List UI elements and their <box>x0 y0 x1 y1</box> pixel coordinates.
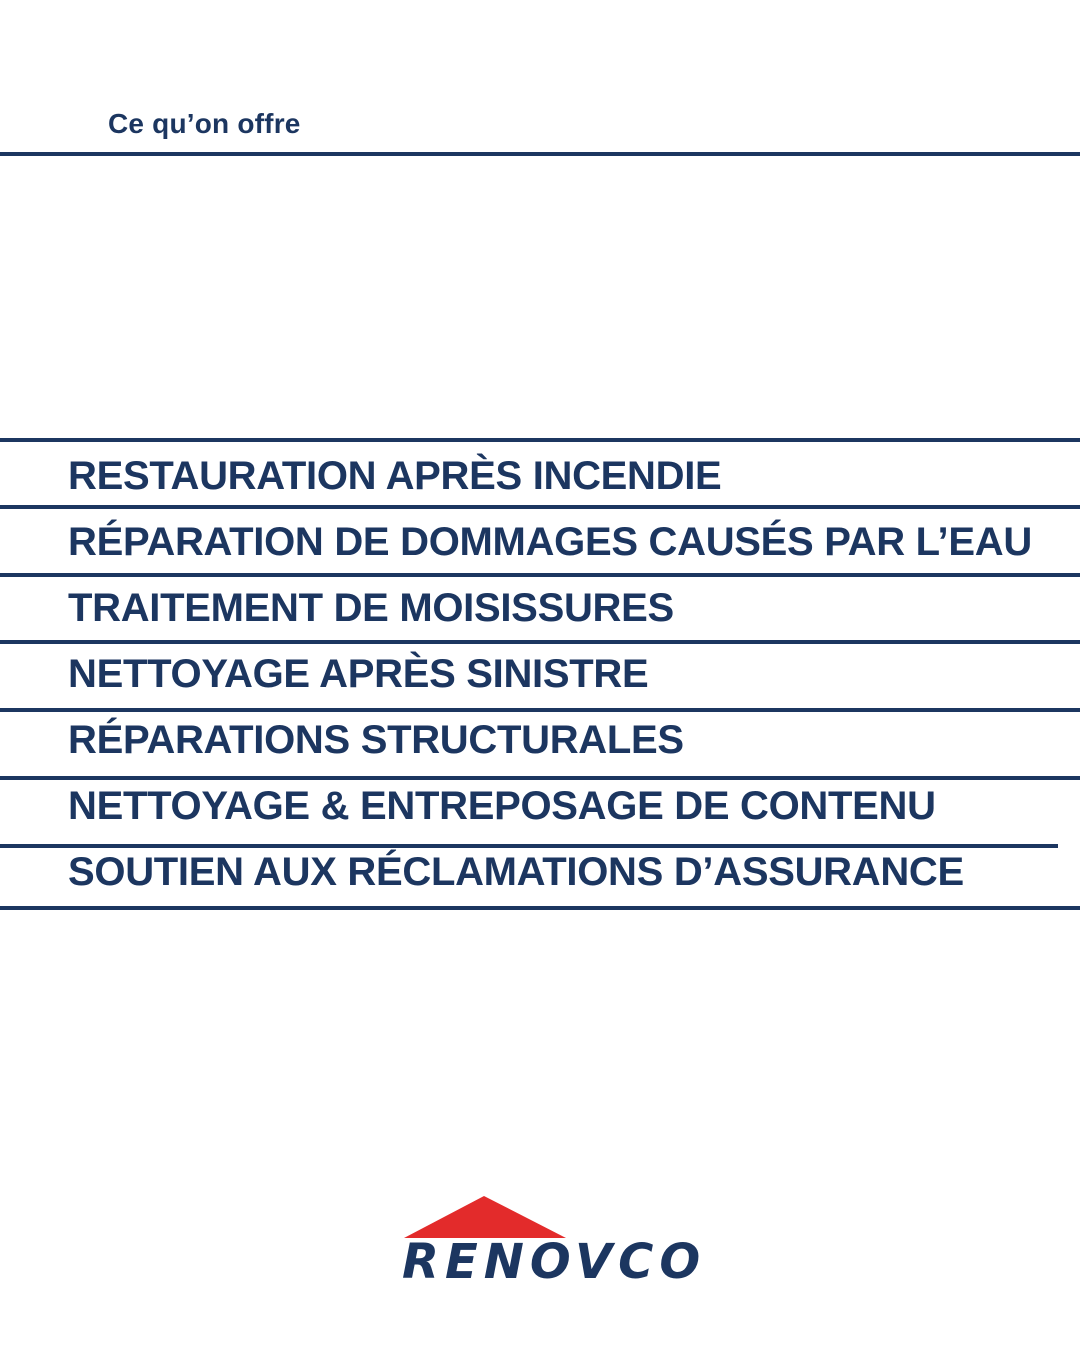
list-divider <box>0 640 1080 644</box>
list-divider <box>0 776 1080 780</box>
list-divider <box>0 573 1080 577</box>
renovco-logo <box>400 1194 707 1290</box>
service-item-insurance-claims: SOUTIEN AUX RÉCLAMATIONS D’ASSURANCE <box>68 850 964 894</box>
logo-wordmark: RENOVCO <box>402 1234 707 1290</box>
service-item-mold-treatment: TRAITEMENT DE MOISISSURES <box>68 586 674 630</box>
header-divider <box>0 152 1080 156</box>
service-item-water-damage: RÉPARATION DE DOMMAGES CAUSÉS PAR L’EAU <box>68 520 1032 564</box>
list-divider <box>0 844 1058 848</box>
section-title: Ce qu’on offre <box>108 108 301 139</box>
service-item-content-cleaning-storage: NETTOYAGE & ENTREPOSAGE DE CONTENU <box>68 784 936 828</box>
service-item-structural-repairs: RÉPARATIONS STRUCTURALES <box>68 718 684 762</box>
list-divider <box>0 438 1080 442</box>
list-divider <box>0 708 1080 712</box>
service-item-fire-restoration: RESTAURATION APRÈS INCENDIE <box>68 454 722 498</box>
list-divider <box>0 906 1080 910</box>
list-divider <box>0 505 1080 509</box>
service-item-disaster-cleanup: NETTOYAGE APRÈS SINISTRE <box>68 652 649 696</box>
